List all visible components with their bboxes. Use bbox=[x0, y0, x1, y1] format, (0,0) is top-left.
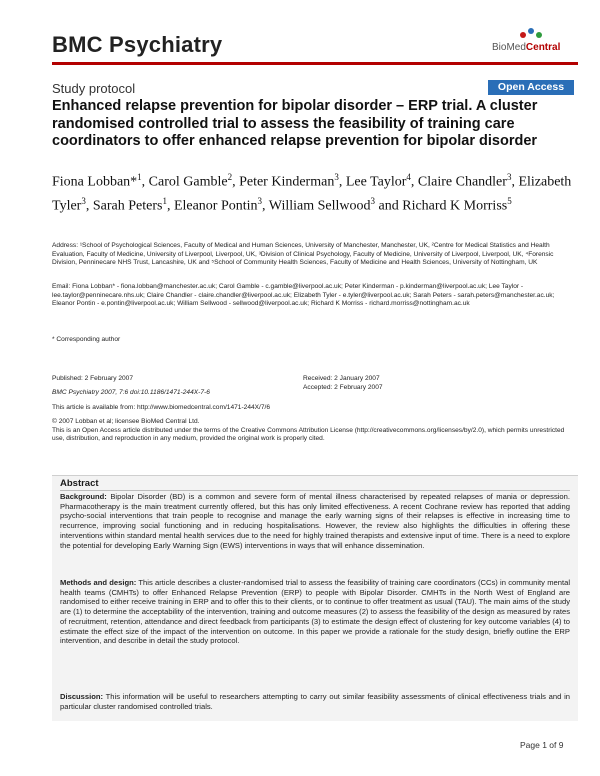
author-separator: , bbox=[338, 174, 346, 190]
author-affiliation-sup: 3 bbox=[334, 172, 339, 182]
author-separator: and bbox=[375, 198, 403, 214]
discussion-label: Discussion: bbox=[60, 692, 104, 701]
abstract-heading: Abstract bbox=[60, 478, 99, 489]
author-name: Peter Kinderman bbox=[239, 174, 335, 190]
background-text: Bipolar Disorder (BD) is a common and severe form of mental illness characterised by repeated relapses of mania or depression. Pharmacotherapy is the main treatment currently offered, but this has only limited effectiveness. A recent Cochrane review has reported that adding psycho-social interventions that train people to recognise and manage the early warning signs of their relapses is effective in increasing time to recurrence, improving social functioning and in reducing hospitalisations. However, the review also highlights the difficulties in offering these interventions within standard mental health services due to the need for highly trained therapists and extensive input of time. There is a need to explore the potential for developing Early Warning Sign (EWS) interventions in ways that will enhance dissemination. bbox=[60, 492, 570, 550]
author-separator: , bbox=[410, 174, 418, 190]
journal-title: BMC Psychiatry bbox=[52, 32, 223, 57]
license-text: This is an Open Access article distributed under the terms of the Creative Commons Attribution License (http://creativecommons.org/licenses/by/2.0), which permits unrestricted use, distribution, and reproduction in any medium, provided the original work is properly cited. bbox=[52, 426, 565, 443]
open-access-badge: Open Access bbox=[488, 80, 574, 95]
author-affiliation-sup: 4 bbox=[406, 172, 411, 182]
methods-text: This article describes a cluster-randomised trial to assess the feasibility of training care coordinators (CCs) in community mental health teams (CMHTs) to offer Enhanced Relapse Prevention (ERP) to people with Bipolar Disorder. CMHTs in the North West of England are randomised to either receive training in ERP and to offer this to their clients, or to continue to offer treatment as usual (TAU). The main aims of the study are (1) to determine the acceptability of the intervention, training and outcome measures (2) to assess the feasibility of the design as measured by rates of recruitment, retention, attendance and direct feedback from participants (3) to estimate the design effect of clustering for key outcome variables (4) to estimate the effect size of the impact of the intervention on outcome. In this paper we provide a rationale for the study design, briefly outline the ERP intervention, and describe in detail the study protocol. bbox=[60, 578, 571, 646]
article-type: Study protocol bbox=[52, 81, 136, 96]
publisher-name-a: BioMed bbox=[492, 42, 526, 53]
abstract-methods bbox=[60, 578, 570, 646]
author-list bbox=[52, 168, 572, 216]
availability-link[interactable]: This article is available from: http://www.biomedcentral.com/1471-244X/7/6 bbox=[52, 404, 271, 411]
author-affiliation-sup: 5 bbox=[507, 196, 512, 207]
corresponding-note: * Corresponding author bbox=[52, 336, 121, 343]
author-name: Richard K Morriss bbox=[402, 198, 508, 214]
abstract-rule bbox=[60, 490, 570, 491]
author-name: Fiona Lobban* bbox=[52, 174, 138, 190]
author-separator: , bbox=[141, 174, 149, 190]
biomed-central-logo bbox=[492, 28, 582, 54]
author-name: Claire Chandler bbox=[417, 174, 507, 190]
author-affiliation-sup: 3 bbox=[81, 196, 86, 207]
author-separator: , bbox=[85, 198, 93, 214]
abstract-background bbox=[60, 492, 570, 550]
author-emails: Email: Fiona Lobban* - fiona.lobban@manchester.ac.uk; Carol Gamble - c.gamble@liverpool.ac.uk; Peter Kinderman - p.kinderman@liverpool.ac.uk; Lee Taylor - lee.taylor@penninecare.nhs.uk; Claire Chandler - claire.chandler@liverpool.ac.uk; Elizabeth Tyler - e.tyler@liverpool.ac.uk; Sarah Peters - sarah.peters@manchester.ac.uk; Eleanor Pontin - e.pontin@liverpool.ac.uk; William Sellwood - sellwood@liverpool.ac.uk; Richard K Morriss - richard.morriss@nottingham.ac.uk bbox=[52, 283, 555, 308]
received-date: Received: 2 January 2007 bbox=[303, 375, 380, 382]
author-name: Lee Taylor bbox=[345, 174, 407, 190]
author-name: Sarah Peters bbox=[92, 198, 163, 214]
author-affiliation-sup: 2 bbox=[227, 172, 233, 182]
author-separator: , bbox=[166, 198, 174, 214]
publisher-name-b: Central bbox=[525, 42, 561, 53]
abstract-discussion bbox=[60, 692, 570, 711]
citation: BMC Psychiatry 2007, 7:6 doi:10.1186/1471-244X-7-6 bbox=[52, 388, 210, 396]
author-separator: , bbox=[511, 174, 519, 190]
author-name: William Sellwood bbox=[268, 198, 371, 214]
header-rule bbox=[52, 62, 578, 65]
publication-info bbox=[52, 375, 210, 397]
author-name: Eleanor Pontin bbox=[173, 198, 258, 214]
methods-label: Methods and design: bbox=[60, 578, 137, 587]
author-separator: , bbox=[262, 198, 269, 214]
received-accepted bbox=[303, 375, 383, 392]
author-name: Carol Gamble bbox=[148, 174, 228, 190]
background-label: Background: bbox=[60, 492, 107, 501]
paper-title: Enhanced relapse prevention for bipolar disorder – ERP trial. A cluster randomised controlled trial to assess the feasibility of training care coordinators to offer enhanced relapse prevention for bipolar disorder bbox=[52, 98, 538, 149]
author-affiliation-sup: 3 bbox=[506, 172, 512, 182]
accepted-date: Accepted: 2 February 2007 bbox=[303, 383, 383, 391]
author-affiliation-sup: 3 bbox=[257, 196, 263, 207]
author-affiliation-sup: 3 bbox=[370, 196, 376, 207]
discussion-text: This information will be useful to researchers attempting to carry out similar feasibility assessments of clinical effectiveness trials and in particular cluster randomised controlled trials. bbox=[60, 692, 570, 711]
author-affiliation-sup: 1 bbox=[137, 172, 142, 182]
affiliations: Address: ¹School of Psychological Sciences, Faculty of Medical and Human Sciences, University of Manchester, Manchester, UK, ²Centre for Medical Statistics and Health Evaluation, Faculty of Medicine, University of Liverpool, Liverpool, UK, ³Division of Clinical Psychology, Faculty of Medicine, University of Liverpool, Liverpool, UK, ⁴Forensic Division, Penninecare NHS Trust, Lancashire, UK and ⁵School of Community Health Sciences, Faculty of Medicine and Health Sciences, University of Nottingham, UK bbox=[52, 242, 554, 267]
published-date: Published: 2 February 2007 bbox=[52, 375, 134, 382]
author-name: Elizabeth Tyler bbox=[52, 174, 572, 214]
copyright bbox=[52, 418, 572, 444]
copyright-line: © 2007 Lobban et al; licensee BioMed Central Ltd. bbox=[52, 418, 200, 425]
author-affiliation-sup: 1 bbox=[162, 196, 167, 207]
author-separator: , bbox=[232, 174, 240, 190]
page-number: Page 1 of 9 bbox=[520, 740, 564, 750]
